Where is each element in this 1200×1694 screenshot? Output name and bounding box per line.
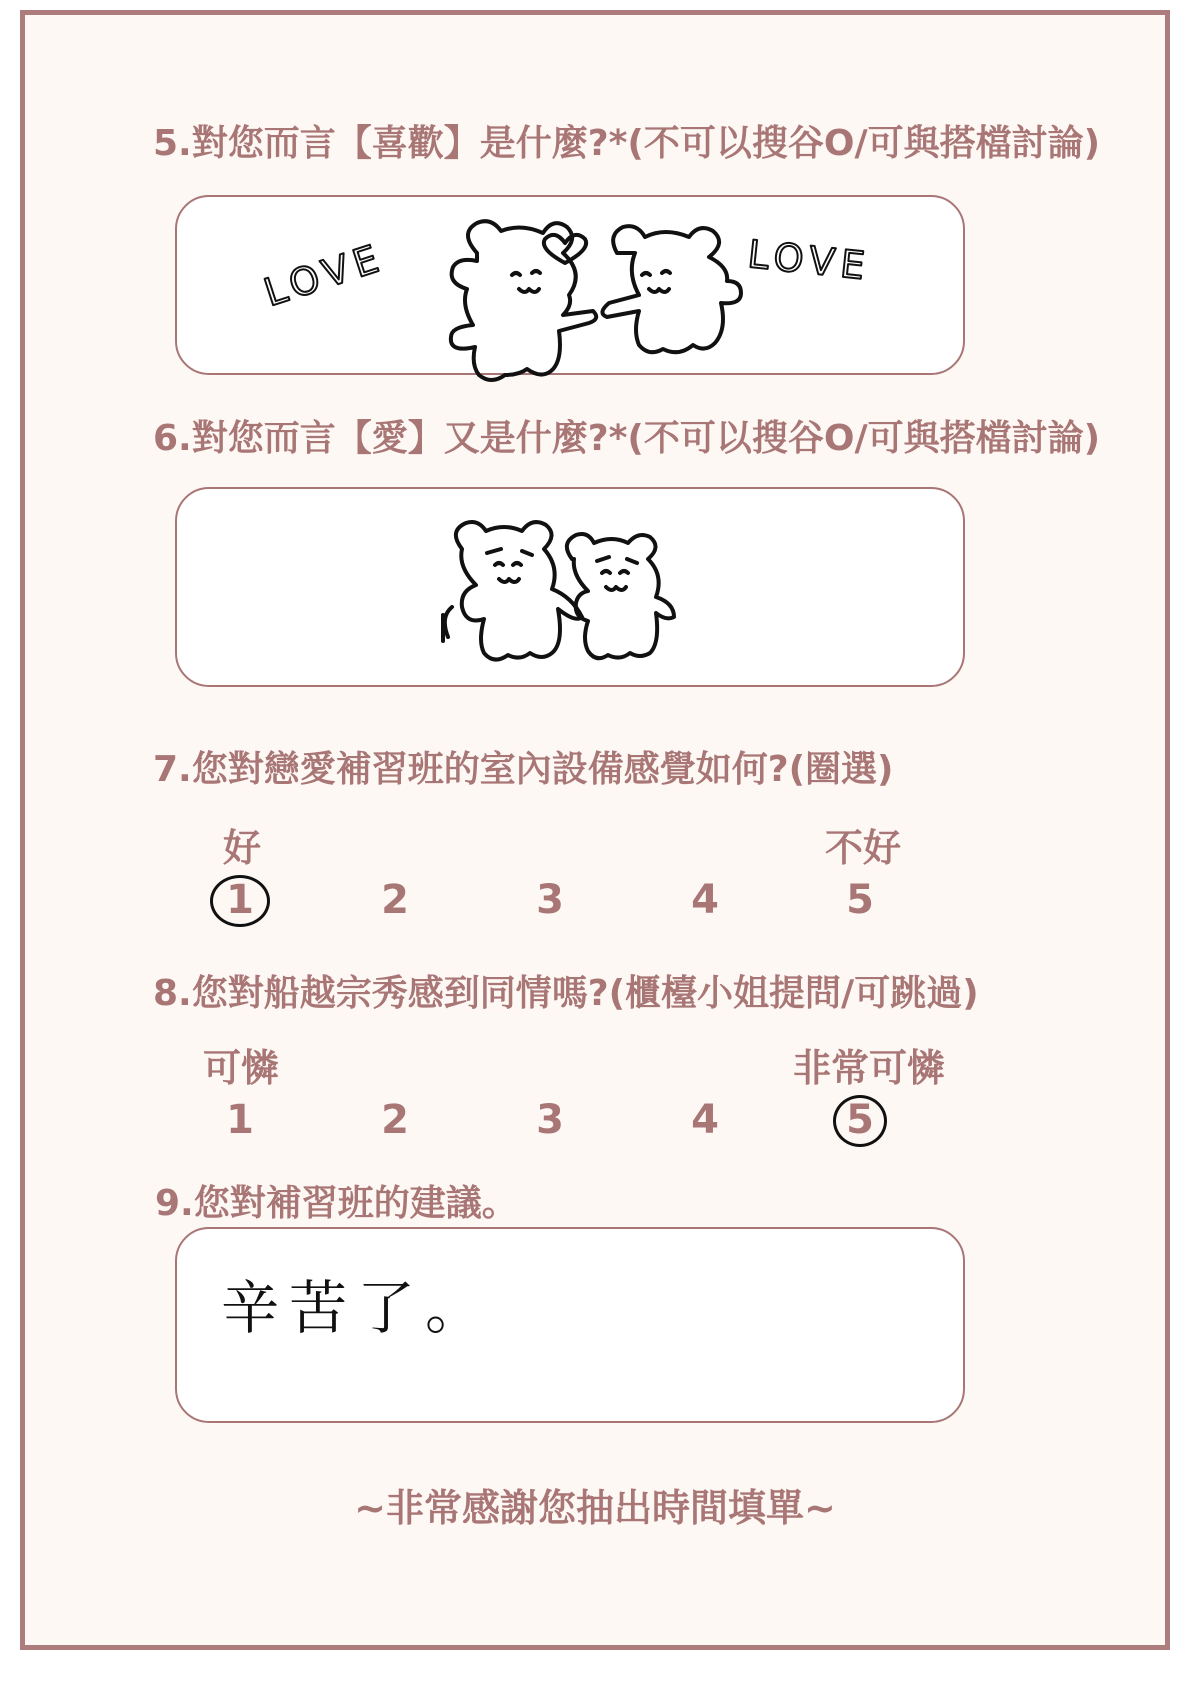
bear-left (451, 221, 596, 380)
q7-option-5[interactable]: 5 (846, 877, 874, 923)
answer-box-9[interactable] (175, 1227, 965, 1423)
q8-option-4[interactable]: 4 (691, 1097, 719, 1143)
q7-option-4[interactable]: 4 (691, 877, 719, 923)
q7-option-2[interactable]: 2 (381, 877, 409, 923)
bears-holding-hands-doodle (177, 489, 967, 689)
q7-option-1[interactable]: 1 (226, 877, 254, 923)
q8-option-3[interactable]: 3 (536, 1097, 564, 1143)
question-6-title: 6.對您而言【愛】又是什麼?*(不可以搜谷O/可與搭檔討論) (153, 418, 1101, 459)
bear-left (456, 522, 582, 660)
q8-left-label: 可憐 (203, 1046, 280, 1090)
survey-sheet (20, 10, 1170, 1650)
q7-left-label: 好 (223, 826, 262, 870)
q8-option-1[interactable]: 1 (226, 1097, 254, 1143)
love-bears-doodle (177, 197, 967, 377)
question-7-title: 7.您對戀愛補習班的室內設備感覺如何?(圈選) (153, 749, 894, 790)
question-9-title: 9.您對補習班的建議。 (155, 1183, 518, 1224)
q8-option-5[interactable]: 5 (846, 1097, 874, 1143)
answer-box-6[interactable] (175, 487, 965, 687)
q8-option-2[interactable]: 2 (381, 1097, 409, 1143)
love-word-left: LOVE (258, 235, 390, 315)
q7-option-3[interactable]: 3 (536, 877, 564, 923)
bear-right (567, 534, 674, 658)
q8-selection-circle (833, 1095, 887, 1147)
q9-handwritten-answer: 辛苦了。 (221, 1274, 494, 1342)
love-word-right: LOVE (745, 231, 873, 289)
thank-you-footer: ~非常感謝您抽出時間填單~ (354, 1486, 836, 1530)
question-8-title: 8.您對船越宗秀感到同情嗎?(櫃檯小姐提問/可跳過) (153, 973, 979, 1014)
answer-box-5[interactable] (175, 195, 965, 375)
question-5-title: 5.對您而言【喜歡】是什麼?*(不可以搜谷O/可與搭檔討論) (153, 123, 1101, 164)
bear-right (602, 226, 741, 352)
q7-right-label: 不好 (825, 826, 902, 870)
q8-right-label: 非常可憐 (793, 1046, 946, 1090)
